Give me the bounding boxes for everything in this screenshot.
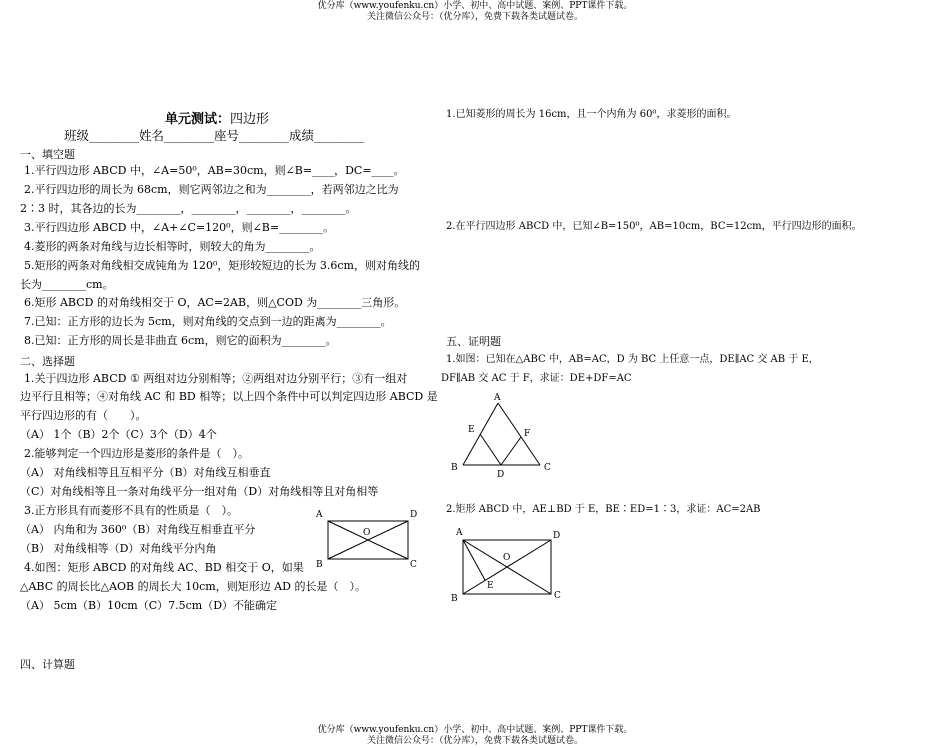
triangle-abc-figure xyxy=(446,390,566,482)
section-calc-heading: 四、计算题 xyxy=(20,658,75,671)
section-fill-heading: 一、填空题 xyxy=(20,148,75,161)
rectangle-abcd-figure-left xyxy=(310,505,425,575)
choice-line-10: （B） 对角线相等（D）对角线平分内角 xyxy=(20,542,217,555)
label-b: B xyxy=(451,594,458,604)
proof-question-1-line-1: 1.如图：已知在△ABC 中，AB=AC，D 为 BC 上任意一点，DE∥AC 交 AB 于 E， xyxy=(446,354,819,365)
fill-line-8: 6.矩形 ABCD 的对角线相交于 O，AC=2AB，则△COD 为________三角形。 xyxy=(24,296,406,309)
title-rest: 四边形 xyxy=(230,112,270,127)
label-c: C xyxy=(410,560,417,570)
fill-line-1: 1.平行四边形 ABCD 中，∠A=50⁰，AB=30cm，则∠B=____，DC=____。 xyxy=(24,164,405,177)
label-e: E xyxy=(487,581,494,591)
choice-line-7: （C）对角线相等且一条对角线平分一组对角（D）对角线相等且对角相等 xyxy=(20,485,379,498)
label-d: D xyxy=(553,531,561,541)
choice-line-3: 平行四边形的有（ ）。 xyxy=(20,409,147,422)
choice-line-13: （A） 5cm（B）10cm（C）7.5cm（D）不能确定 xyxy=(20,599,278,612)
choice-line-9: （A） 内角和为 360⁰（B）对角线互相垂直平分 xyxy=(20,523,256,536)
label-d: D xyxy=(410,510,418,520)
label-a: A xyxy=(494,393,501,403)
fill-line-9: 7.已知：正方形的边长为 5cm，则对角线的交点到一边的距离为________。 xyxy=(24,315,392,328)
section-proof-heading: 五、证明题 xyxy=(446,335,501,348)
choice-line-4: （A） 1个（B）2个（C）3个（D）4个 xyxy=(20,428,217,441)
title-bold: 单元测试： xyxy=(165,112,231,127)
fill-line-10: 8.已知：正方形的周长是非曲直 6cm，则它的面积为________。 xyxy=(24,334,337,347)
label-e: E xyxy=(468,425,475,435)
page-header-line-1: 优分库（www.youfenku.cn）小学、初中、高中试题、案例、PPT课件下载。 xyxy=(317,1,633,11)
segment-df xyxy=(501,437,521,465)
choice-line-12: △ABC 的周长比△AOB 的周长大 10cm，则矩形边 AD 的长是（ ）。 xyxy=(20,580,366,593)
label-a: A xyxy=(316,510,323,520)
segment-de xyxy=(480,434,501,465)
page-footer-line-1: 优分库（www.youfenku.cn）小学、初中、高中试题、案例、PPT课件下载。 xyxy=(317,725,633,735)
label-c: C xyxy=(554,591,561,601)
label-o: O xyxy=(503,553,511,563)
calc-question-1: 1.已知菱形的周长为 16cm，且一个内角为 60⁰，求菱形的面积。 xyxy=(446,109,737,120)
fill-line-4: 3.平行四边形 ABCD 中，∠A+∠C=120⁰，则∠B=________。 xyxy=(24,221,335,234)
choice-line-1: 1.关于四边形 ABCD ① 两组对边分别相等；②两组对边分别平行；③有一组对 xyxy=(24,372,408,385)
page-header-line-2: 关注微信公众号：（优分库），免费下载各类试题试卷。 xyxy=(366,12,583,22)
fill-line-6: 5.矩形的两条对角线相交成钝角为 120⁰，矩形较短边的长为 3.6cm，则对角线的 xyxy=(24,259,420,272)
student-info-line: 班级________姓名________座号________成绩________ xyxy=(64,128,365,143)
label-o: O xyxy=(363,528,371,538)
label-b: B xyxy=(451,463,458,473)
page-footer-line-2: 关注微信公众号：（优分库），免费下载各类试题试卷。 xyxy=(366,736,583,746)
choice-line-8: 3.正方形具有而菱形不具有的性质是（ ）。 xyxy=(24,504,238,517)
rectangle-abcd-figure-right xyxy=(446,522,571,604)
side-ac xyxy=(498,403,540,465)
choice-line-6: （A） 对角线相等且互相平分（B）对角线互相垂直 xyxy=(20,466,271,479)
fill-line-5: 4.菱形的两条对角线与边长相等时，则较大的角为________。 xyxy=(24,240,321,253)
section-choice-heading: 二、选择题 xyxy=(20,355,75,368)
segment-ae xyxy=(463,540,485,580)
proof-question-2: 2.矩形 ABCD 中，AE⊥BD 于 E，BE∶ED=1∶3，求证：AC=2AB xyxy=(446,504,761,515)
choice-line-2: 边平行且相等；④对角线 AC 和 BD 相等；以上四个条件中可以判定四边形 ABCD 是 xyxy=(20,390,438,403)
label-a: A xyxy=(456,528,463,538)
label-b: B xyxy=(316,560,323,570)
label-d: D xyxy=(497,470,505,480)
fill-line-2: 2.平行四边形的周长为 68cm，则它两邻边之和为________，若两邻边之比为 xyxy=(24,183,399,196)
proof-question-1-line-2: DF∥AB 交 AC 于 F，求证：DE+DF=AC xyxy=(441,373,632,384)
calc-question-2: 2.在平行四边形 ABCD 中，已知∠B=150⁰，AB=10cm，BC=12cm，平行四边形的面积。 xyxy=(446,221,862,232)
choice-line-11: 4.如图：矩形 ABCD 的对角线 AC、BD 相交于 O，如果 xyxy=(24,561,304,574)
page-title xyxy=(165,108,269,127)
choice-line-5: 2.能够判定一个四边形是菱形的条件是（ ）。 xyxy=(24,447,249,460)
fill-line-7: 长为________cm。 xyxy=(20,278,114,291)
label-c: C xyxy=(544,463,551,473)
label-f: F xyxy=(524,429,531,439)
fill-line-3: 2∶3 时，其各边的长为________，________，________，________。 xyxy=(20,202,357,215)
